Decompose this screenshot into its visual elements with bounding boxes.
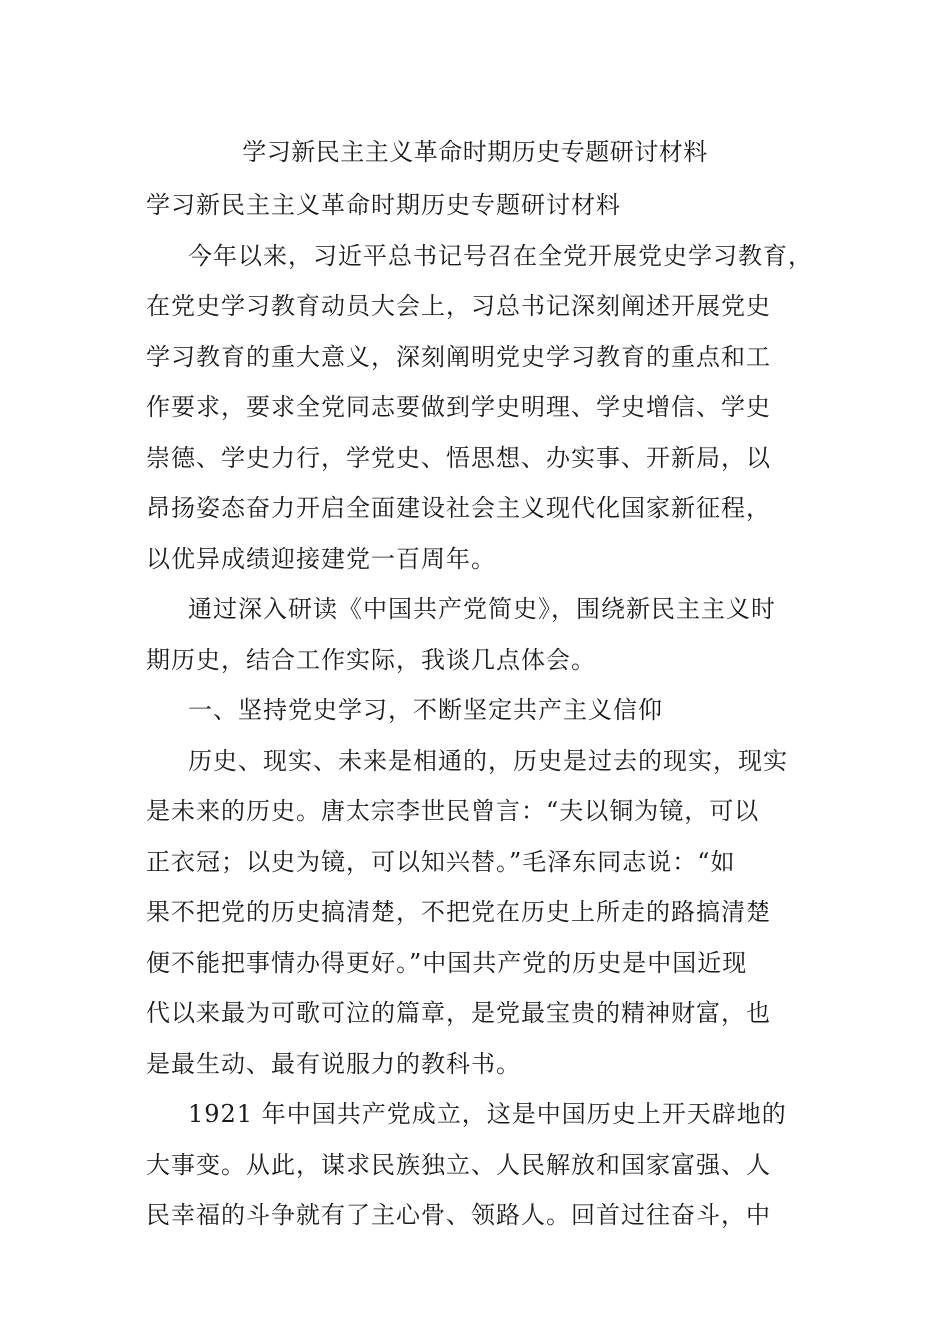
paragraph-1-line-1: 今年以来，习近平总书记号召在全党开展党史学习教育， <box>188 241 813 270</box>
paragraph-3-line-6: 代以来最为可歌可泣的篇章，是党最宝贵的精神财富，也 <box>146 999 771 1027</box>
paragraph-2-line-2: 期历史，结合工作实际，我谈几点体会。 <box>146 645 596 674</box>
subtitle-line: 学习新民主主义革命时期历史专题研讨材料 <box>146 191 621 219</box>
paragraph-1-line-6: 昂扬姿态奋力开启全面建设社会主义现代化国家新征程， <box>146 494 771 522</box>
paragraph-3-line-4: 果不把党的历史搞清楚，不把党在历史上所走的路搞清楚 <box>146 898 771 926</box>
paragraph-3-line-3: 正衣冠；以史为镜，可以知兴替。”毛泽东同志说：“如 <box>146 847 736 876</box>
paragraph-4-line-1: 1921 年中国共产党成立，这是中国历史上开天辟地的 <box>188 1100 787 1128</box>
paragraph-4-line-2: 大事变。从此，谋求民族独立、人民解放和国家富强、人 <box>146 1150 771 1179</box>
document-title: 学习新民主主义革命时期历史专题研讨材料 <box>242 138 708 166</box>
paragraph-3-line-7: 是最生动、最有说服力的教科书。 <box>146 1049 521 1078</box>
paragraph-1-line-3: 学习教育的重大意义，深刻阐明党史学习教育的重点和工 <box>146 342 771 371</box>
section-heading: 一、坚持党史学习，不断坚定共产主义信仰 <box>188 696 663 724</box>
paragraph-1-line-5: 崇德、学史力行，学党史、悟思想、办实事、开新局，以 <box>146 443 771 472</box>
paragraph-1-line-2: 在党史学习教育动员大会上，习总书记深刻阐述开展党史 <box>146 292 771 320</box>
paragraph-4-line-3: 民幸福的斗争就有了主心骨、领路人。回首过往奋斗，中 <box>146 1201 771 1229</box>
paragraph-1-line-4: 作要求，要求全党同志要做到学史明理、学史增信、学史 <box>146 393 771 421</box>
paragraph-3-line-2: 是未来的历史。唐太宗李世民曾言：“夫以铜为镜，可以 <box>146 797 760 825</box>
paragraph-2-line-1: 通过深入研读《中国共产党简史》，围绕新民主主义时 <box>188 595 776 623</box>
paragraph-3-line-1: 历史、现实、未来是相通的，历史是过去的现实，现实 <box>188 746 788 775</box>
paragraph-1-line-7: 以优异成绩迎接建党一百周年。 <box>146 544 496 573</box>
document-body <box>146 180 813 1241</box>
paragraph-3-line-5: 便不能把事情办得更好。”中国共产党的历史是中国近现 <box>146 948 748 977</box>
